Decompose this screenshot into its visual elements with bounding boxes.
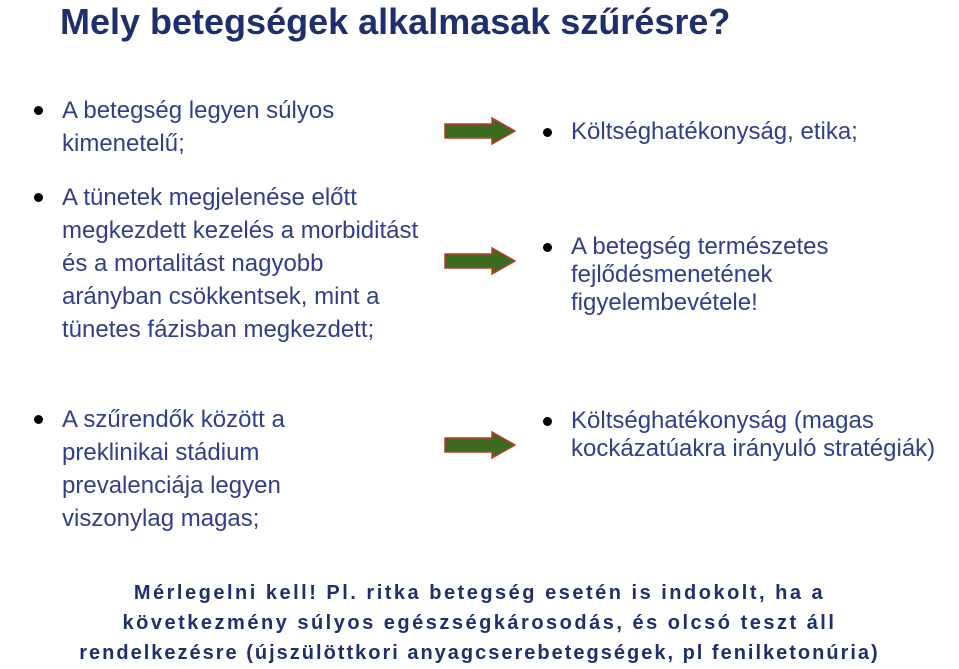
right-arrow-icon (444, 431, 516, 459)
right-bullet-3-text: Költséghatékonyság (magas kockázatúakra irányuló stratégiák) (571, 407, 936, 462)
bullet-dot-icon (34, 193, 43, 202)
right-arrow-icon (444, 117, 516, 145)
slide-title: Mely betegségek alkalmasak szűrésre? (60, 1, 731, 42)
right-bullet-2-text: A betegség természetes fejlődésmenetének figyelembevétele! (571, 233, 829, 316)
right-arrow-icon (444, 247, 516, 275)
right-bullet-1 (571, 118, 956, 146)
bullet-dot-icon (543, 243, 552, 252)
note-line-2: következmény súlyos egészségkárosodás, és olcsó teszt áll (122, 612, 837, 634)
right-bullet-1-text: Költséghatékonyság, etika; (571, 118, 858, 145)
left-bullet-1 (62, 94, 462, 160)
left-bullet-3-text: A szűrendők között a preklinikai stádium prevalenciája legyen viszonylag magas; (62, 406, 285, 532)
left-bullet-3 (62, 403, 362, 535)
bullet-dot-icon (34, 106, 43, 115)
bullet-dot-icon (543, 128, 552, 137)
note-line-3: rendelkezésre (újszülöttkori anyagcserebetegségek, pl fenilketonúria) (79, 642, 880, 664)
right-bullet-2 (571, 233, 891, 317)
left-bullet-2-text: A tünetek megjelenése előtt megkezdett kezelés a morbiditást és a mortalitást nagyobb arányban csökkentsek, mint a tünetes fázisban megkezdett; (62, 184, 419, 343)
note-line-1: Mérlegelni kell! Pl. ritka betegség esetén is indokolt, ha a (133, 582, 826, 604)
bullet-dot-icon (543, 417, 552, 426)
left-bullet-2 (62, 181, 422, 346)
right-bullet-3 (571, 407, 951, 463)
left-bullet-1-text: A betegség legyen súlyos kimenetelű; (62, 97, 335, 157)
bullet-dot-icon (34, 415, 43, 424)
